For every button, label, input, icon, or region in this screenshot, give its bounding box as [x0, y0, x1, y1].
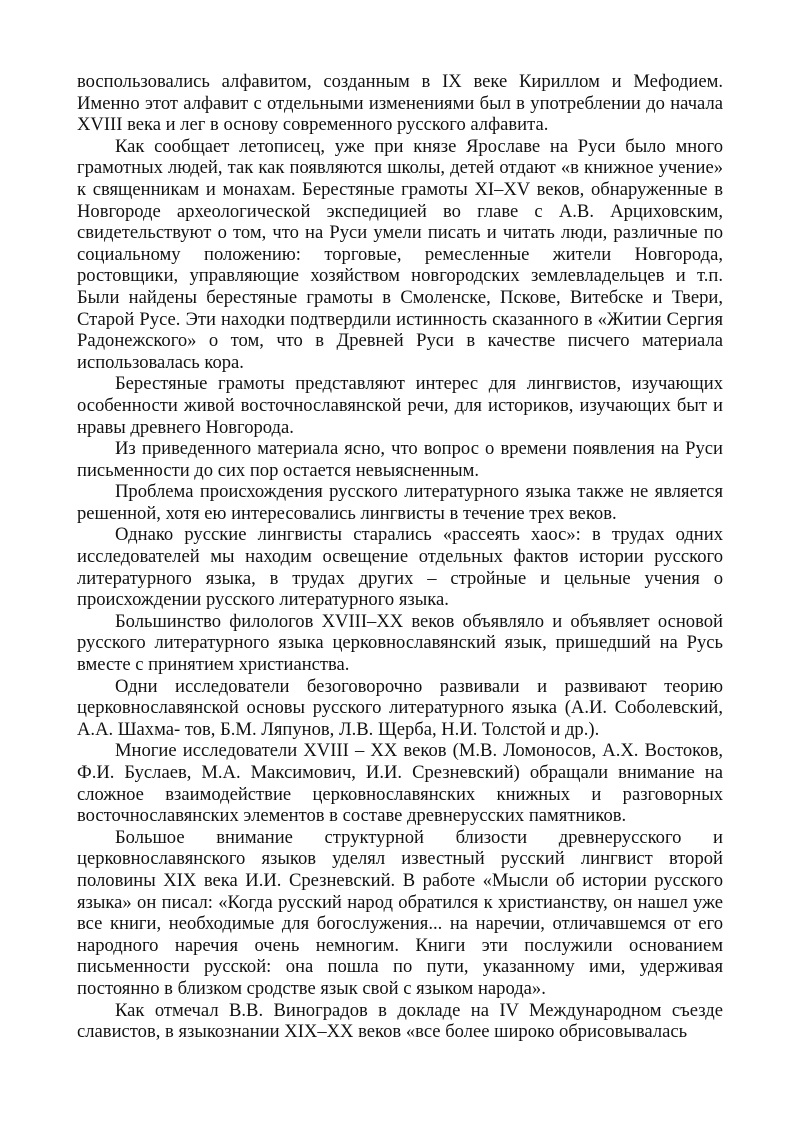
paragraph-3: Берестяные грамоты представляют интерес для лингвистов, изучающих особенности живой восточнославянской речи, для историков, изучающих быт и нравы древнего Новгорода.: [77, 373, 723, 438]
paragraph-11: Как отмечал В.В. Виноградов в докладе на IV Международном съезде славистов, в языкознании XIX–XX веков «все более широко обрисовывалась: [77, 999, 723, 1043]
paragraph-7: Большинство филологов XVIII–XX веков объявляло и объявляет основой русского литературного языка церковнославянский язык, пришедший на Русь вместе с принятием христианства.: [77, 610, 723, 676]
paragraph-5: Проблема происхождения русского литературного языка также не является решенной, хотя ею интересовались лингвисты в течение трех веков.: [77, 481, 723, 524]
paragraph-2: Как сообщает летописец, уже при князе Ярославе на Руси было много грамотных людей, так как появляются школы, детей отдают «в книжное учение» к священникам и монахам. Берестяные грамоты XI–XV веков, обнаруженные в Новгороде археологической экспедицией во главе с А.В. Арциховским, свидетельствуют о том, что на Руси умели писать и читать люди, различные по социальному положению: торговые, ремесленные жители Новгорода, ростовщики, управляющие хозяйством новгородских землевладельцев и т.п. Были найдены берестяные грамоты в Смоленске, Пскове, Витебске и Твери, Старой Русе. Эти находки подтвердили истинность сказанного в «Житии Сергия Радонежского» о том, что в Древней Руси в качестве писчего материала использовалась кора.: [77, 135, 723, 373]
document-page: [77, 71, 723, 1043]
paragraph-8: Одни исследователи безоговорочно развивали и развивают теорию церковнославянской основы русского литературного языка (А.И. Соболевский, А.А. Шахма- тов, Б.М. Ляпунов, Л.В. Щерба, Н.И. Толстой и др.).: [77, 675, 723, 740]
paragraph-4: Из приведенного материала ясно, что вопрос о времени появления на Руси письменности до сих пор остается невыясненным.: [77, 438, 723, 481]
paragraph-10: Большое внимание структурной близости древнерусского и церковнославянского языков уделял известный русский лингвист второй половины XIX века И.И. Срезневский. В работе «Мысли об истории русского языка» он писал: «Когда русский народ обратился к христианству, он нашел уже все книги, необходимые для богослужения... на наречии, отличавшемся от его народного наречия очень немногим. Книги эти послужили основанием письменности русской: она пошла по пути, указанному ими, удерживая постоянно в близком сродстве язык свой с языком народа».: [77, 826, 723, 999]
paragraph-9: Многие исследователи XVIII – XX веков (М.В. Ломоносов, А.Х. Востоков, Ф.И. Буслаев, М.А. Максимович, И.И. Срезневский) обращали внимание на сложное взаимодействие церковнославянских книжных и разговорных восточнославянских элементов в составе древнерусских памятников.: [77, 740, 723, 827]
paragraph-1: воспользовались алфавитом, созданным в IX веке Кириллом и Мефодием. Именно этот алфавит с отдельными изменениями был в употреблении до начала XVIII века и лег в основу современного русского алфавита.: [77, 71, 723, 136]
paragraph-6: Однако русские лингвисты старались «рассеять хаос»: в трудах одних исследователей мы находим освещение отдельных фактов истории русского литературного языка, в трудах других – стройные и цельные учения о происхождении русского литературного языка.: [77, 524, 723, 611]
